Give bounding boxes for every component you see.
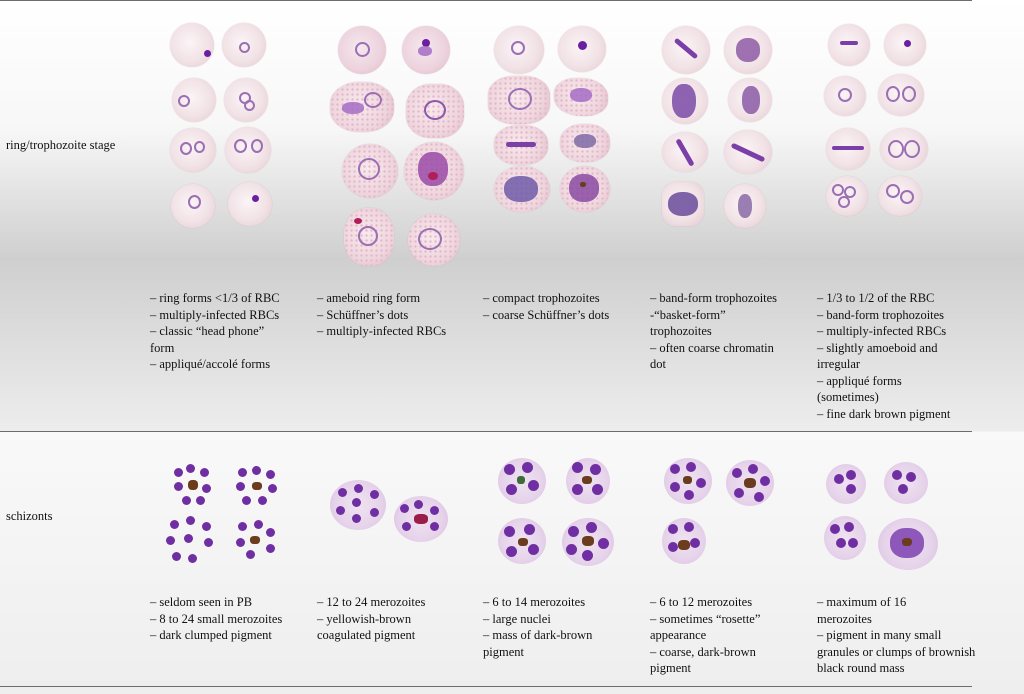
description-item: – mass of dark-brown pigment	[483, 628, 593, 659]
description-item: – ameboid ring form	[317, 291, 421, 305]
schizont-description-4	[650, 594, 782, 677]
row-label-schizonts: schizonts	[6, 509, 53, 523]
description-item: – multiply-infected RBCs	[150, 307, 280, 322]
description-item: – 6 to 14 merozoites	[483, 595, 586, 609]
schizont-description-3	[483, 594, 615, 660]
description-item: – large nuclei	[483, 611, 551, 626]
description-item: – fine dark brown pigment	[817, 406, 951, 421]
description-item: – appliqué forms (sometimes)	[817, 373, 902, 404]
description-item: – coarse Schüffner’s dots	[483, 307, 610, 322]
description-item: – 12 to 24 merozoites	[317, 595, 426, 609]
description-item: – 1/3 to 1/2 of the RBC	[817, 291, 935, 305]
ring-stage-description-2	[317, 290, 477, 340]
row-label-ring-stage: ring/trophozoite stage	[6, 138, 116, 152]
description-item: – compact trophozoites	[483, 291, 600, 305]
description-item: – seldom seen in PB	[150, 595, 253, 609]
description-item: – band-form trophozoites	[650, 291, 778, 305]
ring-stage-description-1	[150, 290, 310, 373]
description-item: – Schüffner’s dots	[317, 307, 409, 322]
top-rule	[0, 0, 972, 1]
description-item: – yellowish-brown coagulated pigment	[317, 611, 416, 642]
description-item: – maximum of 16 merozoites	[817, 595, 907, 626]
ring-stage-description-4	[650, 290, 806, 373]
ring-stage-description-5	[817, 290, 975, 422]
schizont-description-2	[317, 594, 457, 644]
description-item: – appliqué/accolé forms	[150, 357, 271, 371]
description-item: – coarse, dark-brown pigment	[650, 644, 756, 675]
description-item: – 6 to 12 merozoites	[650, 595, 753, 609]
ring-stage-description-3	[483, 290, 643, 323]
description-item: – dark clumped pigment	[150, 628, 272, 642]
description-item: -“basket-form” trophozoites	[650, 307, 726, 338]
middle-rule	[0, 431, 972, 432]
description-item: – often coarse chromatin dot	[650, 340, 774, 371]
description-item: – multiply-infected RBCs	[317, 324, 447, 338]
description-item: – 8 to 24 small merozoites	[150, 611, 283, 626]
bottom-rule	[0, 686, 972, 687]
description-item: – pigment in many small granules or clumps of brownish black round mass	[817, 628, 976, 675]
schizont-description-1	[150, 594, 310, 644]
schizont-description-5	[817, 594, 977, 677]
description-item: – ring forms <1/3 of RBC	[150, 291, 280, 305]
description-item: – sometimes “rosette” appearance	[650, 611, 761, 642]
description-item: – classic “head phone” form	[150, 324, 265, 355]
description-item: – multiply-infected RBCs	[817, 324, 947, 338]
description-item: – slightly amoeboid and irregular	[817, 340, 938, 371]
description-item: – band-form trophozoites	[817, 307, 945, 322]
